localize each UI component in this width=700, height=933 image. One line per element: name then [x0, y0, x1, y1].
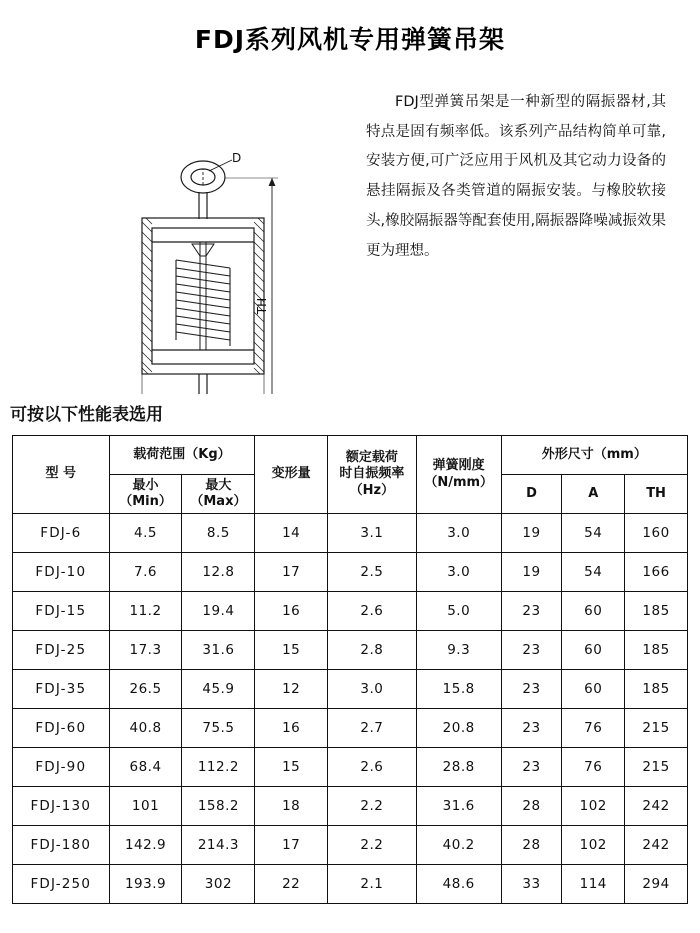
- cell-load-min: 40.8: [109, 709, 182, 748]
- cell-frequency: 2.5: [328, 553, 417, 592]
- table-row: [13, 631, 688, 670]
- header-load-min: 最小（Min）: [109, 475, 182, 514]
- header-stiffness: [416, 436, 501, 514]
- header-load-range: 载荷范围（Kg）: [109, 436, 255, 475]
- cell-dim-d: 23: [501, 748, 562, 787]
- cell-frequency: 2.7: [328, 709, 417, 748]
- table-subtitle: 可按以下性能表选用: [10, 405, 163, 425]
- header-frequency-line2: 时自振频率: [339, 466, 405, 482]
- cell-load-min: 142.9: [109, 826, 182, 865]
- cell-dim-a: 54: [562, 514, 625, 553]
- cell-load-min: 26.5: [109, 670, 182, 709]
- description-text: FDJ型弹簧吊架是一种新型的隔振器材,其特点是固有频率低。该系列产品结构简单可靠,安装方便,可广泛应用于风机及其它动力设备的悬挂隔振及各类管道的隔振安装。与橡胶软接头,橡胶隔振器等配套使用,隔振器降噪减振效果更为理想。: [366, 94, 666, 259]
- cell-dim-a: 60: [562, 592, 625, 631]
- cell-stiffness: 40.2: [416, 826, 501, 865]
- cell-deformation: 17: [255, 553, 328, 592]
- cell-dim-th: 242: [625, 787, 688, 826]
- cell-dim-d: 23: [501, 631, 562, 670]
- cell-load-min: 7.6: [109, 553, 182, 592]
- cell-dim-a: 60: [562, 631, 625, 670]
- cell-load-min: 11.2: [109, 592, 182, 631]
- cell-dim-a: 60: [562, 670, 625, 709]
- cell-stiffness: 28.8: [416, 748, 501, 787]
- cell-frequency: 3.1: [328, 514, 417, 553]
- table-header-row-1: [13, 436, 688, 475]
- header-dim-a: A: [562, 475, 625, 514]
- cell-dim-d: 28: [501, 787, 562, 826]
- cell-dim-d: 23: [501, 592, 562, 631]
- cell-model: FDJ-90: [13, 748, 110, 787]
- cell-dim-d: 23: [501, 670, 562, 709]
- table-row: [13, 787, 688, 826]
- cell-dim-th: 294: [625, 865, 688, 904]
- header-frequency-line3: （Hz）: [349, 482, 395, 498]
- cell-load-min: 101: [109, 787, 182, 826]
- cell-dim-th: 185: [625, 631, 688, 670]
- cell-stiffness: 9.3: [416, 631, 501, 670]
- table-row: [13, 826, 688, 865]
- spring-hanger-drawing: [0, 74, 360, 394]
- table-row: [13, 865, 688, 904]
- cell-deformation: 16: [255, 592, 328, 631]
- cell-stiffness: 3.0: [416, 553, 501, 592]
- cell-deformation: 22: [255, 865, 328, 904]
- cell-dim-d: 28: [501, 826, 562, 865]
- header-dimensions: 外形尺寸（mm）: [501, 436, 687, 475]
- header-dim-th: TH: [625, 475, 688, 514]
- document-page: [0, 20, 700, 933]
- cell-load-max: 112.2: [182, 748, 255, 787]
- cell-deformation: 16: [255, 709, 328, 748]
- cell-frequency: 2.2: [328, 787, 417, 826]
- cell-load-min: 193.9: [109, 865, 182, 904]
- header-load-max: 最大（Max）: [182, 475, 255, 514]
- cell-dim-d: 19: [501, 514, 562, 553]
- product-diagram: [0, 74, 360, 394]
- cell-load-min: 68.4: [109, 748, 182, 787]
- top-section: [0, 74, 700, 394]
- cell-model: FDJ-60: [13, 709, 110, 748]
- cell-load-min: 4.5: [109, 514, 182, 553]
- cell-model: FDJ-25: [13, 631, 110, 670]
- cell-dim-a: 76: [562, 709, 625, 748]
- header-stiffness-line2: （N/mm）: [424, 474, 494, 490]
- cell-dim-th: 185: [625, 592, 688, 631]
- cell-dim-d: 23: [501, 709, 562, 748]
- cell-deformation: 12: [255, 670, 328, 709]
- page-title: FDJ系列风机专用弹簧吊架: [194, 25, 506, 54]
- cell-deformation: 14: [255, 514, 328, 553]
- cell-dim-d: 33: [501, 865, 562, 904]
- cell-stiffness: 48.6: [416, 865, 501, 904]
- cell-model: FDJ-130: [13, 787, 110, 826]
- cell-dim-a: 54: [562, 553, 625, 592]
- cell-model: FDJ-180: [13, 826, 110, 865]
- cell-deformation: 18: [255, 787, 328, 826]
- cell-dim-th: 215: [625, 709, 688, 748]
- cell-load-max: 214.3: [182, 826, 255, 865]
- cell-deformation: 15: [255, 631, 328, 670]
- table-row: [13, 709, 688, 748]
- cell-load-max: 75.5: [182, 709, 255, 748]
- table-row: [13, 670, 688, 709]
- cell-dim-a: 102: [562, 826, 625, 865]
- cell-load-max: 8.5: [182, 514, 255, 553]
- diagram-label-d: D: [232, 151, 242, 165]
- performance-table: [12, 435, 688, 904]
- cell-load-max: 19.4: [182, 592, 255, 631]
- cell-frequency: 2.2: [328, 826, 417, 865]
- header-frequency: [328, 436, 417, 514]
- cell-dim-a: 114: [562, 865, 625, 904]
- cell-frequency: 2.6: [328, 592, 417, 631]
- table-row: [13, 514, 688, 553]
- cell-dim-th: 215: [625, 748, 688, 787]
- cell-frequency: 2.1: [328, 865, 417, 904]
- product-description: [360, 74, 684, 394]
- cell-dim-th: 185: [625, 670, 688, 709]
- cell-load-max: 12.8: [182, 553, 255, 592]
- cell-stiffness: 3.0: [416, 514, 501, 553]
- cell-dim-th: 166: [625, 553, 688, 592]
- cell-dim-a: 102: [562, 787, 625, 826]
- cell-deformation: 15: [255, 748, 328, 787]
- cell-model: FDJ-35: [13, 670, 110, 709]
- table-row: [13, 553, 688, 592]
- cell-frequency: 2.8: [328, 631, 417, 670]
- table-row: [13, 748, 688, 787]
- cell-model: FDJ-10: [13, 553, 110, 592]
- cell-dim-d: 19: [501, 553, 562, 592]
- header-dim-d: D: [501, 475, 562, 514]
- cell-load-min: 17.3: [109, 631, 182, 670]
- header-frequency-line1: 额定载荷: [345, 450, 398, 466]
- cell-stiffness: 15.8: [416, 670, 501, 709]
- header-deformation: 变形量: [255, 436, 328, 514]
- cell-dim-a: 76: [562, 748, 625, 787]
- diagram-label-th: TH: [255, 297, 269, 315]
- table-head: [13, 436, 688, 514]
- cell-stiffness: 31.6: [416, 787, 501, 826]
- cell-dim-th: 242: [625, 826, 688, 865]
- cell-deformation: 17: [255, 826, 328, 865]
- cell-load-max: 158.2: [182, 787, 255, 826]
- cell-frequency: 3.0: [328, 670, 417, 709]
- table-row: [13, 592, 688, 631]
- cell-model: FDJ-6: [13, 514, 110, 553]
- cell-load-max: 45.9: [182, 670, 255, 709]
- cell-load-max: 302: [182, 865, 255, 904]
- cell-model: FDJ-250: [13, 865, 110, 904]
- cell-stiffness: 5.0: [416, 592, 501, 631]
- cell-stiffness: 20.8: [416, 709, 501, 748]
- header-stiffness-line1: 弹簧刚度: [432, 458, 485, 474]
- header-model: 型 号: [13, 436, 110, 514]
- cell-dim-th: 160: [625, 514, 688, 553]
- cell-model: FDJ-15: [13, 592, 110, 631]
- cell-load-max: 31.6: [182, 631, 255, 670]
- table-body: [13, 514, 688, 904]
- cell-frequency: 2.6: [328, 748, 417, 787]
